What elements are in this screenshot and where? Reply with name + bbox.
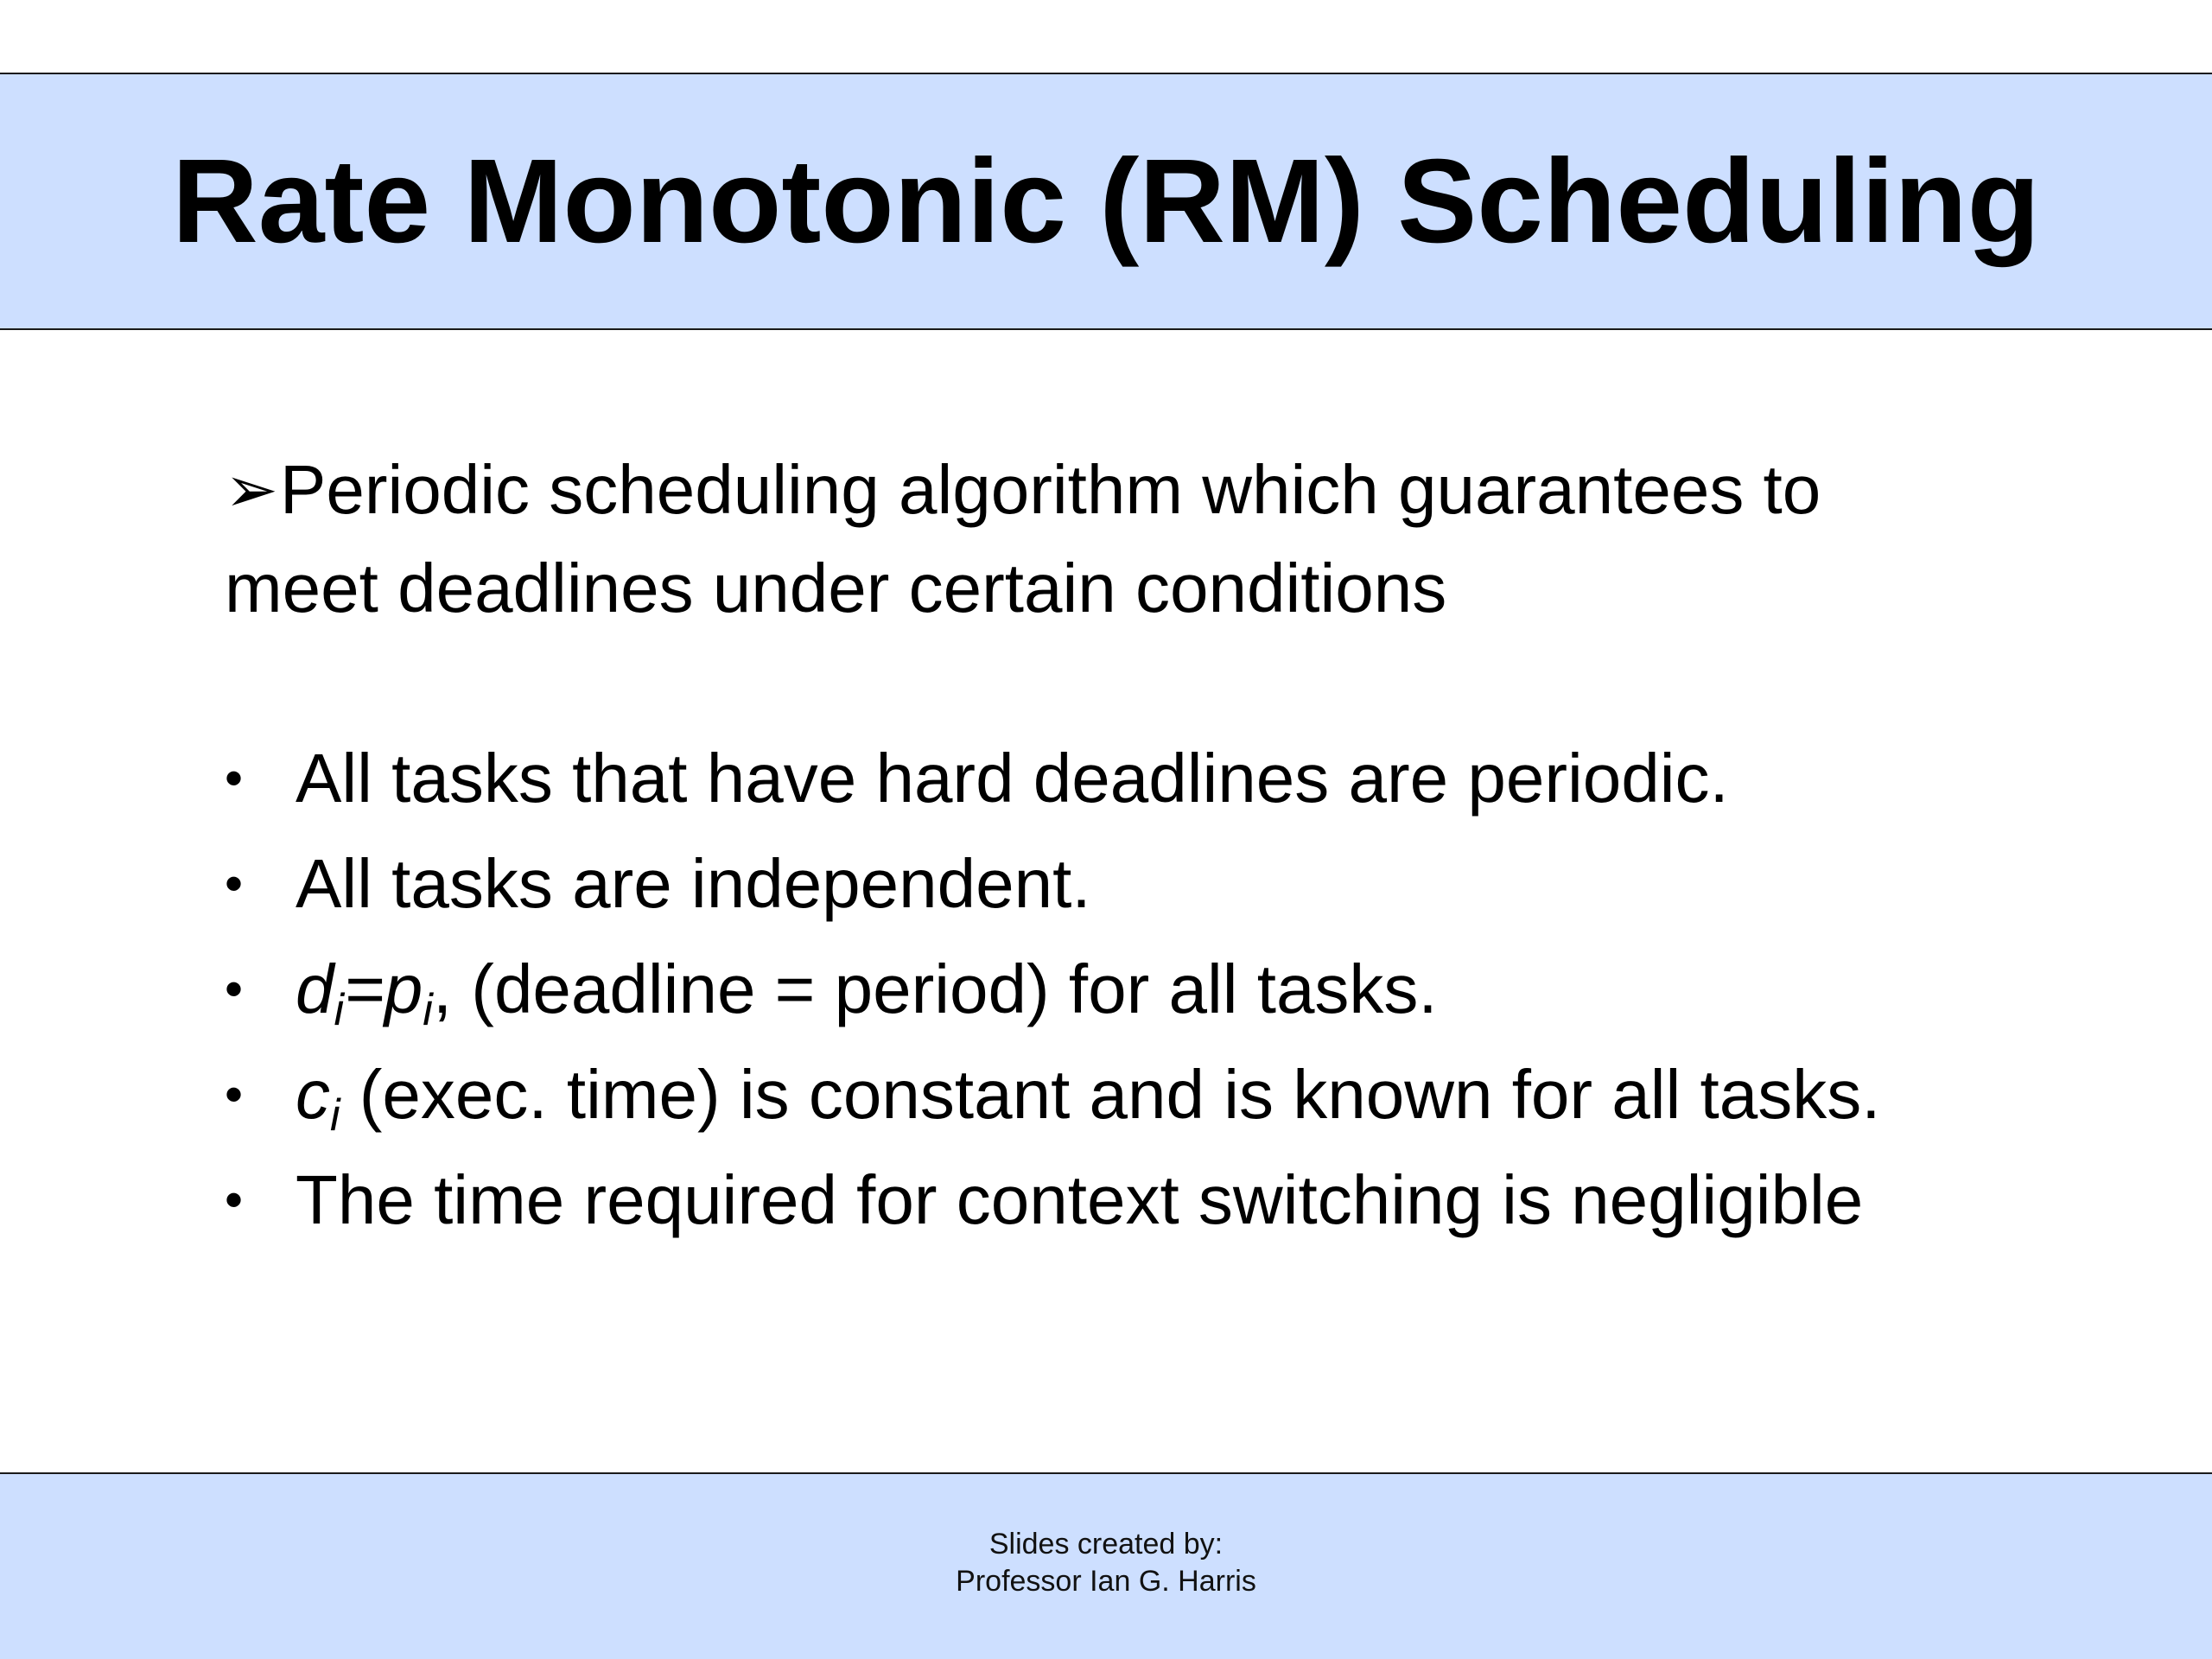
footer-line-1: Slides created by: <box>988 1528 1224 1560</box>
footer-band <box>0 1472 2212 1659</box>
bullet-dot-icon: • <box>225 1171 244 1229</box>
slide-title: Rate Monotonic (RM) Scheduling <box>172 135 2040 268</box>
footer-author: Professor Ian G. Harris <box>956 1565 1256 1598</box>
bullet-dot-icon: • <box>225 1065 244 1123</box>
math-d: d <box>296 950 334 1027</box>
bullet-dot-icon: • <box>225 855 244 912</box>
bullet-text: (exec. time) is constant and is known for all tasks. <box>340 1056 1881 1133</box>
math-p-subscript: i <box>423 985 433 1035</box>
slide-content <box>225 441 2039 1238</box>
math-c: c <box>296 1056 330 1133</box>
list-item <box>225 726 2039 831</box>
math-d-subscript: i <box>334 985 345 1035</box>
bullet-text: All tasks are independent. <box>296 845 1091 922</box>
bullet-text: All tasks that have hard deadlines are periodic. <box>296 740 1729 817</box>
list-item <box>225 831 2039 937</box>
math-c-subscript: i <box>330 1090 340 1141</box>
bullet-dot-icon: • <box>225 960 244 1018</box>
list-item <box>225 1147 2039 1253</box>
arrow-bullet-icon: ➢ <box>225 453 279 527</box>
footer-credits <box>0 1526 2212 1600</box>
bullet-dot-icon: • <box>225 749 244 807</box>
math-p: p <box>384 950 423 1027</box>
intro-paragraph <box>225 441 2039 638</box>
conditions-list <box>225 726 2039 1253</box>
list-item <box>225 1042 2039 1147</box>
list-item <box>225 937 2039 1042</box>
intro-line-2: meet deadlines under certain conditions <box>225 550 1447 626</box>
bullet-text: The time required for context switching is negligible <box>296 1161 1864 1238</box>
intro-line-1: Periodic scheduling algorithm which guarantees to <box>280 451 1821 528</box>
math-equals: = <box>344 950 385 1027</box>
bullet-text: , (deadline = period) for all tasks. <box>432 950 1438 1027</box>
title-band <box>0 73 2212 330</box>
